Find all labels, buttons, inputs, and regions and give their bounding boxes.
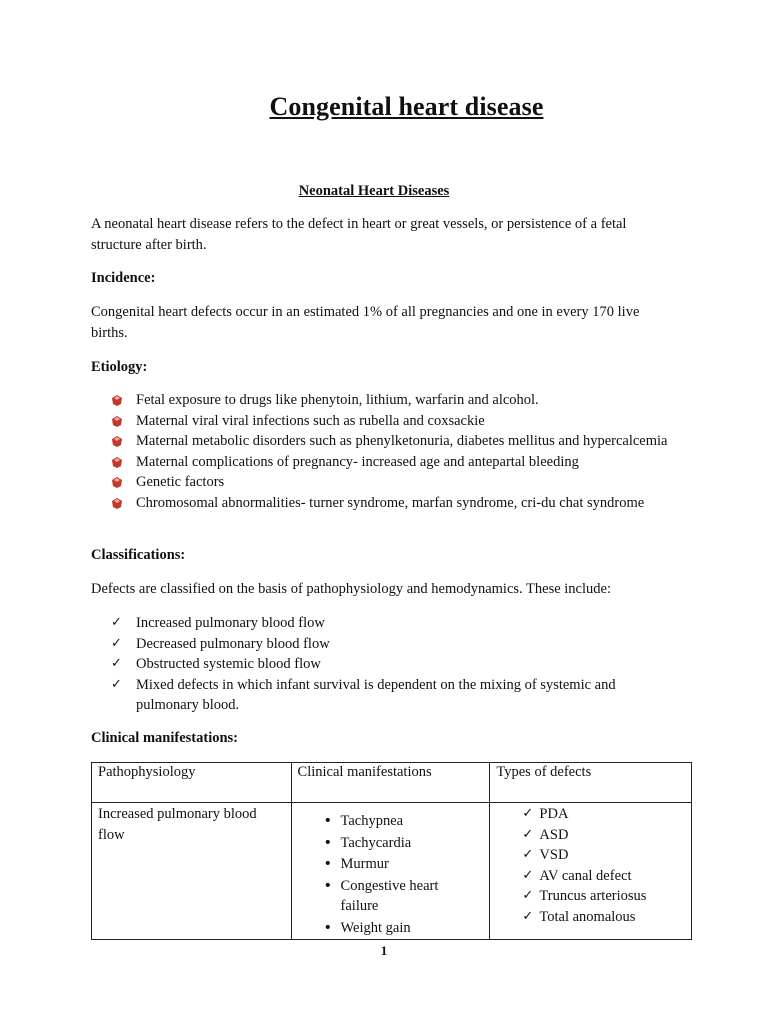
checkmark-icon: ✓ [111, 615, 122, 630]
list-item: • Tachycardia [314, 833, 484, 854]
checkmark-icon: ✓ [522, 888, 534, 903]
defects-cell [490, 803, 692, 940]
table-header-row [92, 763, 692, 803]
classifications-heading: Classifications: [91, 547, 186, 563]
etiology-heading: Etiology: [91, 359, 148, 375]
section-subtitle: Neonatal Heart Diseases [298, 183, 450, 199]
list-item: ✓ Decreased pulmonary blood flow [111, 634, 681, 655]
red-gem-bullet-icon [111, 477, 123, 488]
red-gem-bullet-icon [111, 436, 123, 447]
table-header-cell: Clinical manifestations [291, 763, 490, 803]
manifestations-cell [291, 803, 490, 940]
etiology-list [111, 390, 681, 513]
table-header-cell: Types of defects [490, 763, 692, 803]
classifications-paragraph: Defects are classified on the basis of pathophysiology and hemodynamics. These include: [91, 581, 611, 597]
checkmark-icon: ✓ [522, 908, 534, 924]
checkmark-icon: ✓ [522, 867, 534, 883]
red-gem-bullet-icon [111, 457, 123, 468]
list-item: ✓ AV canal defect [512, 866, 685, 887]
list-item: Fetal exposure to drugs like phenytoin, lithium, warfarin and alcohol. [111, 390, 681, 411]
clinical-manifestations-table [91, 762, 692, 940]
table-row [92, 803, 692, 940]
bullet-dot-icon: • [323, 834, 333, 851]
list-item: • Tachypnea [314, 811, 484, 832]
incidence-paragraph: Congenital heart defects occur in an estimated 1% of all pregnancies and one in every 170 live births. [91, 304, 640, 341]
page-number: 1 [380, 943, 388, 958]
list-item: ✓ Truncus arteriosus [512, 886, 685, 907]
document-title: Congenital heart disease [269, 92, 544, 121]
list-item: ✓ ASD [512, 825, 685, 846]
bullet-dot-icon: • [323, 877, 333, 894]
checkmark-icon: ✓ [111, 676, 122, 692]
red-gem-bullet-icon [111, 395, 123, 406]
red-gem-bullet-icon [111, 416, 123, 427]
checkmark-icon: ✓ [111, 635, 122, 651]
list-item: • Weight gain [314, 918, 484, 939]
checkmark-icon: ✓ [522, 806, 534, 821]
list-item: ✓ Increased pulmonary blood flow [111, 613, 681, 634]
checkmark-icon: ✓ [522, 847, 534, 862]
bullet-dot-icon: • [323, 856, 333, 872]
list-item: • Congestive heart failure [323, 877, 439, 914]
list-item: Chromosomal abnormalities- turner syndrome, marfan syndrome, cri-du chat syndrome [111, 493, 681, 514]
clinical-heading: Clinical manifestations: [91, 730, 239, 746]
intro-paragraph: A neonatal heart disease refers to the defect in heart or great vessels, or persistence of a fetal structure after birth. [91, 216, 627, 253]
list-item: • Murmur [314, 854, 484, 875]
list-item: ✓ Total anomalous [512, 907, 685, 928]
incidence-heading: Incidence: [91, 270, 156, 286]
list-item: Maternal viral viral infections such as rubella and coxsackie [111, 411, 681, 432]
table-header-cell: Pathophysiology [92, 763, 292, 803]
checkmark-icon: ✓ [111, 656, 122, 671]
list-item: Maternal metabolic disorders such as phenylketonuria, diabetes mellitus and hypercalcemia [111, 431, 681, 452]
checkmark-icon: ✓ [522, 826, 534, 842]
bullet-dot-icon: • [323, 919, 333, 936]
pathophysiology-cell: Increased pulmonary blood flow [92, 803, 292, 940]
red-gem-bullet-icon [111, 498, 123, 509]
list-item: ✓ Mixed defects in which infant survival is dependent on the mixing of systemic and pulmonary blood. [111, 676, 616, 713]
list-item: ✓ PDA [512, 804, 685, 825]
list-item: ✓ VSD [512, 845, 685, 866]
list-item: ✓ Obstructed systemic blood flow [111, 654, 681, 675]
classification-list [111, 613, 681, 716]
list-item: Genetic factors [111, 472, 681, 493]
bullet-dot-icon: • [323, 813, 333, 829]
list-item: Maternal complications of pregnancy- increased age and antepartal bleeding [111, 452, 681, 473]
